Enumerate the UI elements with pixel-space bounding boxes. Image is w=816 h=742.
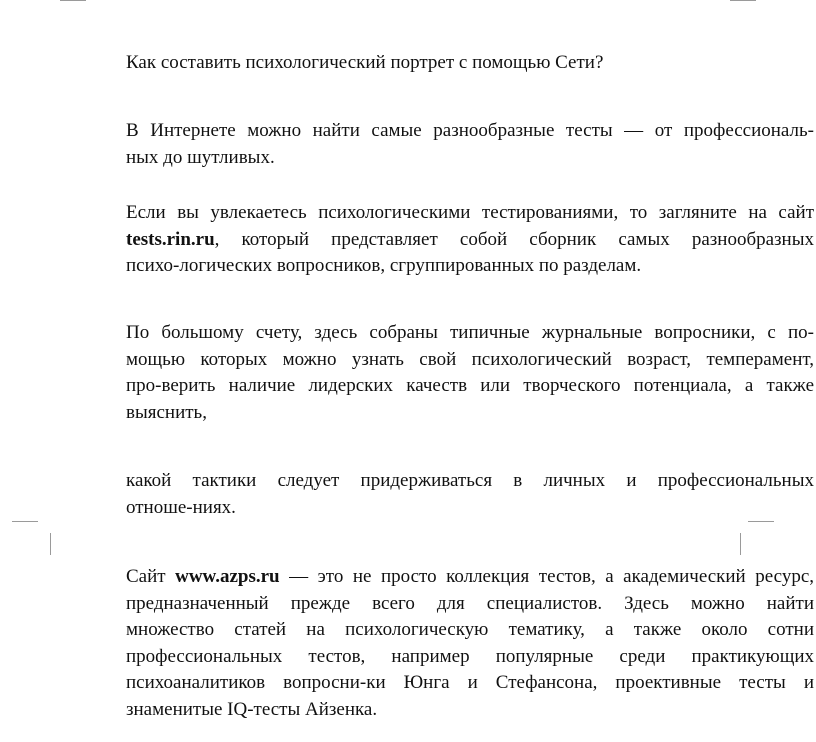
paragraph-line: множество статей на психологическую тематику, а также около сотни [126,619,814,640]
paragraph-line: знаменитые IQ-тесты Айзенка. [126,698,378,720]
document-heading [126,50,814,77]
paragraph-5 [126,564,814,723]
paragraph-line: мощью которых можно узнать свой психологический возраст, темперамент, [126,348,814,370]
page-corner-mark [730,0,756,1]
paragraph-line: ных до шутливых. [126,146,275,168]
site-link-azps: www.azps.ru [175,566,280,587]
page-break-mark [748,521,774,522]
paragraph-line: какой тактики следует придерживаться в личных и профессиональных [126,470,814,491]
page-break-mark [50,533,51,555]
heading-text: Как составить психологический портрет с помощью Сети? [126,52,604,73]
paragraph-line: Если вы увлекаетесь психологическими тестированиями, то загляните на сайт [126,202,814,223]
page-corner-mark [60,0,86,1]
site-link-tests-rin: tests.rin.ru [126,228,215,250]
paragraph-line: В Интернете можно найти самые разнообразные тесты — от профессиональ- [126,120,814,141]
paragraph-line: психо-логических вопросников, сгруппированных по разделам. [126,255,642,276]
paragraph-line-rest: — это не просто коллекция тестов, а академический ресурс, [279,566,815,587]
paragraph-1 [126,118,814,171]
paragraph-line: отноше-ниях. [126,496,236,518]
paragraph-line [126,564,814,591]
paragraph-4 [126,468,814,521]
paragraph-2 [126,200,814,280]
paragraph-line: выяснить, [126,401,207,423]
page-break-mark [740,533,741,555]
paragraph-line: предназначенный прежде всего для специалистов. Здесь можно найти [126,592,814,614]
paragraph-line: профессиональных тестов, например популярные среди практикующих [126,645,814,667]
paragraph-3 [126,320,814,426]
paragraph-line: По большому счету, здесь собраны типичные журнальные вопросники, с по- [126,322,814,343]
paragraph-line-pre: Сайт [126,566,176,587]
paragraph-line [126,227,814,254]
paragraph-line: психоаналитиков вопросни-ки Юнга и Стефансона, проективные тесты и [126,672,814,693]
paragraph-line-rest: , который представляет собой сборник самых разнообразных [214,228,814,250]
page-break-mark [12,521,38,522]
paragraph-line: про-верить наличие лидерских качеств или творческого потенциала, а также [126,375,814,396]
